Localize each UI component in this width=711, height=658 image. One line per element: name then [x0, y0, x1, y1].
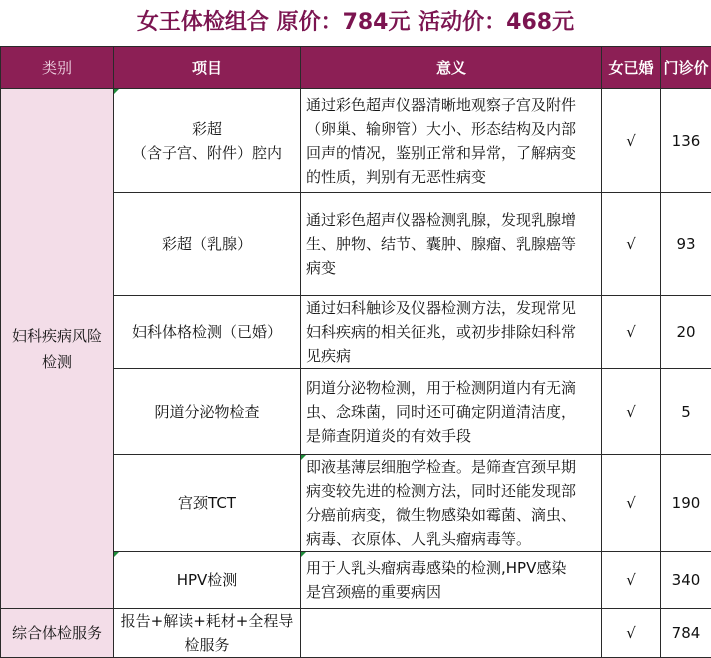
- desc-line: 病变较先进的检测方法，同时还能发现部: [306, 479, 595, 503]
- desc-line: （卵巢、输卵管）大小、形态结构及内部: [306, 117, 595, 141]
- item-cell: [114, 296, 301, 369]
- exam-package-table: [0, 46, 711, 658]
- desc-line: 通过妇科触诊及仪器检测方法，发现常见: [306, 296, 595, 320]
- desc-line: 是筛查阴道炎的有效手段: [306, 424, 595, 448]
- check-mark: √: [602, 193, 661, 296]
- desc-line: 分癌前病变，微生物感染如霉菌、滴虫、: [306, 503, 595, 527]
- desc-line: 妇科疾病的相关征兆，或初步排除妇科常: [306, 320, 595, 344]
- cell-marker: [301, 552, 306, 557]
- item-cell: [114, 552, 301, 609]
- item-line: 阴道分泌物检查: [114, 400, 300, 424]
- header-price: 门诊价: [661, 47, 711, 89]
- desc-cell: [301, 609, 602, 658]
- desc-line: 病毒、衣原体、人乳头瘤病毒等。: [306, 527, 595, 551]
- desc-line: 虫、念珠菌，同时还可确定阴道清洁度，: [306, 400, 595, 424]
- check-mark: √: [602, 296, 661, 369]
- price-value: 136: [661, 89, 711, 193]
- desc-cell: [301, 89, 602, 193]
- check-mark: √: [602, 609, 661, 658]
- category-gynecology: [1, 89, 114, 609]
- item-line: 报告+解读+耗材+全程导: [114, 609, 300, 633]
- desc-line: 病变: [306, 256, 595, 280]
- item-cell: [114, 89, 301, 193]
- desc-cell: [301, 455, 602, 552]
- desc-cell: [301, 296, 602, 369]
- price-value: 340: [661, 552, 711, 609]
- price-value: 5: [661, 369, 711, 455]
- price-value: 20: [661, 296, 711, 369]
- desc-line: 通过彩色超声仪器检测乳腺，发现乳腺增: [306, 208, 595, 232]
- item-line: 彩超: [114, 117, 300, 141]
- cell-marker: [114, 89, 119, 94]
- desc-line: 是宫颈癌的重要病因: [306, 580, 595, 604]
- item-line: 检服务: [114, 633, 300, 657]
- desc-cell: [301, 193, 602, 296]
- item-line: 宫颈TCT: [114, 491, 300, 515]
- category-line: 检测: [1, 349, 113, 375]
- table-row: [1, 89, 711, 193]
- desc-line: 见疾病: [306, 344, 595, 368]
- desc-line: 通过彩色超声仪器清晰地观察子宫及附件: [306, 93, 595, 117]
- page-title: 女王体检组合 原价：784元 活动价：468元: [0, 0, 711, 46]
- check-mark: √: [602, 552, 661, 609]
- check-mark: √: [602, 369, 661, 455]
- desc-line: 回声的情况，鉴别正常和异常，了解病变: [306, 141, 595, 165]
- desc-line: 生、肿物、结节、囊肿、腺瘤、乳腺癌等: [306, 232, 595, 256]
- cell-marker: [301, 455, 306, 460]
- check-mark: √: [602, 455, 661, 552]
- header-item: 项目: [114, 47, 301, 89]
- desc-line: 即液基薄层细胞学检查。是筛查宫颈早期: [306, 455, 595, 479]
- item-cell: [114, 369, 301, 455]
- desc-line: 用于人乳头瘤病毒感染的检测,HPV感染: [306, 556, 595, 580]
- desc-cell: [301, 552, 602, 609]
- item-line: 妇科体格检测（已婚）: [114, 320, 300, 344]
- item-line: HPV检测: [114, 568, 300, 592]
- desc-cell: [301, 369, 602, 455]
- header-category: 类别: [1, 47, 114, 89]
- price-value: 93: [661, 193, 711, 296]
- table-row: [1, 609, 711, 658]
- item-line: 彩超（乳腺）: [114, 232, 300, 256]
- item-line: （含子宫、附件）腔内: [114, 141, 300, 165]
- item-cell: [114, 609, 301, 658]
- category-line: 妇科疾病风险: [1, 323, 113, 349]
- category-comprehensive: 综合体检服务: [1, 609, 114, 658]
- price-value: 784: [661, 609, 711, 658]
- price-value: 190: [661, 455, 711, 552]
- header-row: [1, 47, 711, 89]
- header-married: 女已婚: [602, 47, 661, 89]
- desc-line: 阴道分泌物检测，用于检测阴道内有无滴: [306, 376, 595, 400]
- cell-marker: [114, 552, 119, 557]
- item-cell: [114, 193, 301, 296]
- desc-line: 的性质，判别有无恶性病变: [306, 165, 595, 189]
- header-meaning: 意义: [301, 47, 602, 89]
- check-mark: √: [602, 89, 661, 193]
- item-cell: [114, 455, 301, 552]
